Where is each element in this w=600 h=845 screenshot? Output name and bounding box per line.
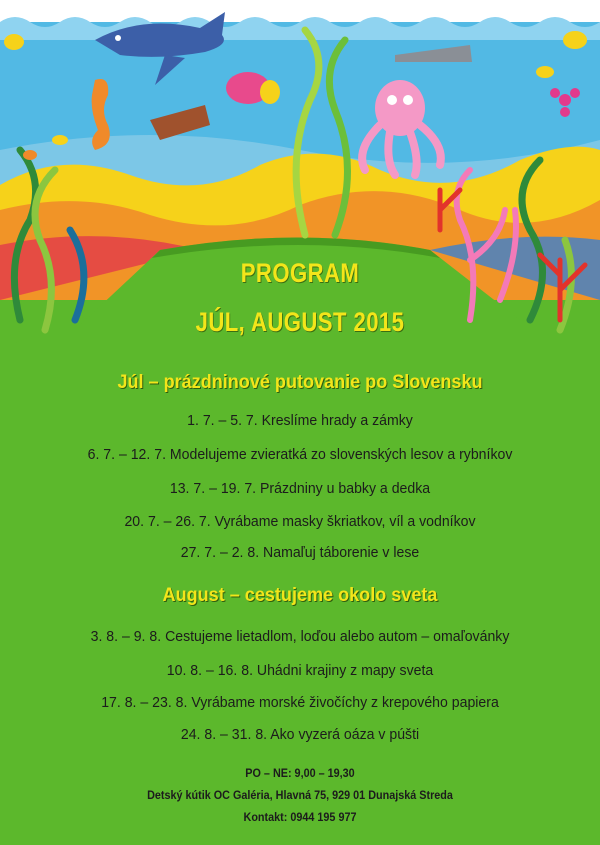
- program-subtitle: JÚL, AUGUST 2015: [195, 307, 405, 337]
- water-surface: [0, 0, 600, 22]
- contact: Kontakt: 0944 195 977: [243, 812, 357, 824]
- address: Detský kútik OC Galéria, Hlavná 75, 929 01 Dunajská Streda: [147, 790, 453, 802]
- list-item: 6. 7. – 12. 7. Modelujeme zvieratká zo slovenských lesov a rybníkov: [87, 446, 513, 463]
- list-item: 20. 7. – 26. 7. Vyrábame masky škriatkov, víl a vodníkov: [124, 513, 476, 530]
- section-heading-july: Júl – prázdninové putovanie po Slovensku: [117, 372, 483, 393]
- list-item: 17. 8. – 23. 8. Vyrábame morské živočíchy z krepového papiera: [101, 694, 499, 711]
- list-item: 13. 7. – 19. 7. Prázdniny u babky a dedka: [169, 480, 431, 497]
- section-heading-august: August – cestujeme okolo sveta: [162, 585, 438, 606]
- list-item: 10. 8. – 16. 8. Uhádni krajiny z mapy sveta: [166, 662, 434, 679]
- program-title: PROGRAM: [240, 258, 360, 288]
- list-item: 3. 8. – 9. 8. Cestujeme lietadlom, loďou alebo autom – omaľovánky: [90, 628, 510, 645]
- opening-hours: PO – NE: 9,00 – 19,30: [245, 768, 355, 780]
- list-item: 1. 7. – 5. 7. Kreslíme hrady a zámky: [187, 412, 413, 429]
- list-item: 27. 7. – 2. 8. Namaľuj táborenie v lese: [180, 544, 420, 561]
- list-item: 24. 8. – 31. 8. Ako vyzerá oáza v púšti: [180, 726, 420, 743]
